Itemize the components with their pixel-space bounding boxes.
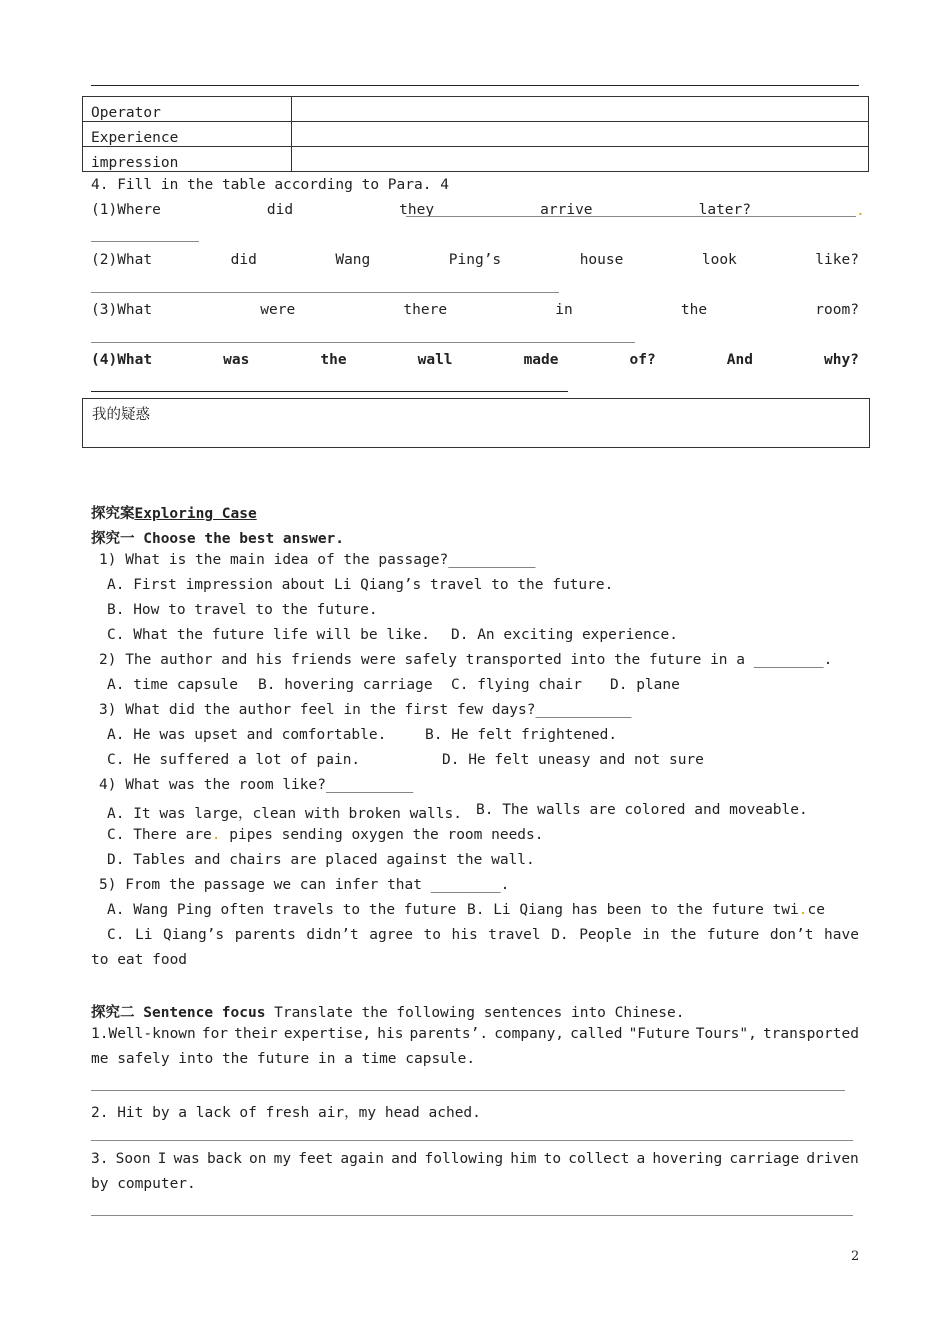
sentence-2: 2. Hit by a lack of fresh air，my head ached. xyxy=(91,1105,481,1121)
option-4b[interactable]: B. The walls are colored and moveable. xyxy=(476,802,808,818)
question-1: 1) What is the main idea of the passage?__________ xyxy=(99,552,536,568)
doubt-label: 我的疑惑 xyxy=(92,407,150,423)
answer-line[interactable] xyxy=(91,1215,853,1216)
option-4c[interactable]: C. There are. pipes sending oxygen the room needs. xyxy=(107,827,544,843)
question-3: 3) What did the author feel in the first few days?___________ xyxy=(99,702,632,718)
table-value xyxy=(292,147,869,172)
question-2: 2) The author and his friends were safely transported into the future in a ________. xyxy=(99,652,833,668)
explore-title: 探究案Exploring Case xyxy=(91,506,257,522)
fill-q1: (1)Where did they arrive later? xyxy=(91,202,751,218)
option-2b[interactable]: B. hovering carriage xyxy=(258,677,433,693)
fill-q4: (4)What was the wall made of? And why? xyxy=(91,352,859,368)
question-5: 5) From the passage we can infer that ________. xyxy=(99,877,510,893)
option-5d-tail: to eat food xyxy=(91,952,188,968)
option-3a[interactable]: A. He was upset and comfortable. xyxy=(107,727,387,743)
question-4: 4) What was the room like?__________ xyxy=(99,777,414,793)
mark-dot: . xyxy=(798,902,808,918)
table-row xyxy=(83,97,869,122)
fill-instruction: 4. Fill in the table according to Para. 4 xyxy=(91,177,449,193)
sentence-3-tail: by computer. xyxy=(91,1176,196,1192)
table-label: Experience xyxy=(83,122,292,147)
section-one-heading: 探究一 Choose the best answer. xyxy=(91,531,345,547)
mark-dot: . xyxy=(856,203,865,219)
sentence-1-tail: me safely into the future in a time capsule. xyxy=(91,1051,476,1067)
answer-line[interactable] xyxy=(91,391,568,392)
option-2d[interactable]: D. plane xyxy=(610,677,680,693)
option-1a[interactable]: A. First impression about Li Qiang’s travel to the future. xyxy=(107,577,614,593)
doubt-box[interactable] xyxy=(82,398,870,448)
option-5a[interactable]: A. Wang Ping often travels to the future xyxy=(107,902,457,918)
option-3d[interactable]: D. He felt uneasy and not sure xyxy=(442,752,704,768)
table-row xyxy=(83,147,869,172)
table-row xyxy=(83,122,869,147)
fill-q2: (2)What did Wang Ping’s house look like? xyxy=(91,252,859,268)
option-5c-5d[interactable]: C. Li Qiang’s parents didn’t agree to his travel D. People in the future don’t have xyxy=(107,927,859,943)
option-3b[interactable]: B. He felt frightened. xyxy=(425,727,618,743)
option-4a[interactable]: A. It was large，clean with broken walls. xyxy=(107,806,462,822)
mark-dot: . xyxy=(211,827,221,843)
page-number: 2 xyxy=(851,1249,860,1264)
option-1c[interactable]: C. What the future life will be like. xyxy=(107,627,431,643)
sentence-1: 1.Well-known for their expertise, his parents’. company, called "Future Tours", transported xyxy=(91,1026,859,1042)
table-label: impression xyxy=(83,147,292,172)
fill-q3: (3)What were there in the room? xyxy=(91,302,859,318)
answer-line[interactable] xyxy=(91,292,559,293)
option-4d[interactable]: D. Tables and chairs are placed against the wall. xyxy=(107,852,535,868)
option-3c[interactable]: C. He suffered a lot of pain. xyxy=(107,752,361,768)
table-value xyxy=(292,122,869,147)
info-table xyxy=(82,96,869,172)
option-5b[interactable]: B. Li Qiang has been to the future twi.ce xyxy=(467,902,825,918)
top-rule xyxy=(91,85,859,86)
answer-line[interactable] xyxy=(91,1140,853,1141)
option-2a[interactable]: A. time capsule xyxy=(107,677,238,693)
table-value xyxy=(292,97,869,122)
option-2c[interactable]: C. flying chair xyxy=(451,677,582,693)
answer-line[interactable] xyxy=(91,342,635,343)
option-1b[interactable]: B. How to travel to the future. xyxy=(107,602,378,618)
section-two-heading: 探究二 Sentence focus Translate the following sentences into Chinese. xyxy=(91,1005,685,1021)
option-1d[interactable]: D. An exciting experience. xyxy=(451,627,678,643)
sentence-3: 3. Soon I was back on my feet again and following him to collect a hovering carriage driven xyxy=(91,1151,859,1167)
table-label: Operator xyxy=(83,97,292,122)
answer-line[interactable] xyxy=(406,216,856,217)
answer-line[interactable] xyxy=(91,241,199,242)
answer-line[interactable] xyxy=(91,1090,845,1091)
